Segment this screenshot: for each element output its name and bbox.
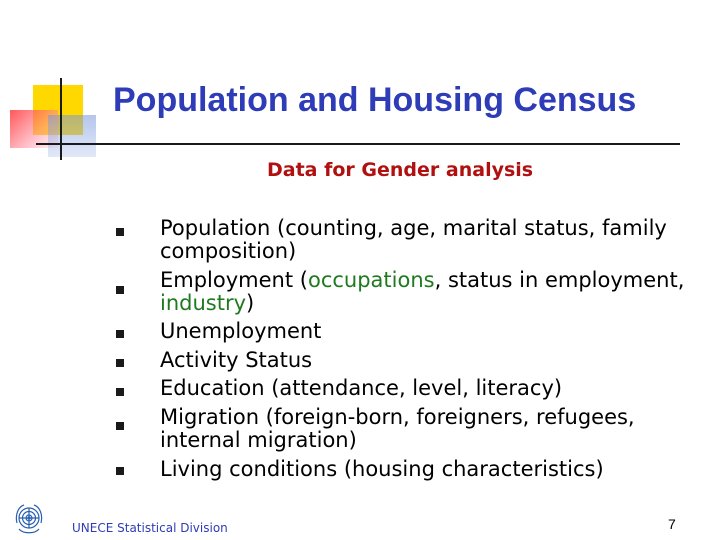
square-bullet-icon [116, 286, 124, 294]
slide-title: Population and Housing Census [113, 81, 637, 119]
list-item: Unemployment [160, 319, 322, 343]
square-bullet-icon [116, 330, 124, 338]
list-item [160, 269, 695, 315]
highlight-industry: industry [160, 291, 247, 315]
list-item: Activity Status [160, 348, 313, 372]
slide-subtitle: Data for Gender analysis [267, 159, 534, 181]
page-number: 7 [668, 516, 676, 532]
accent-blue-square [48, 115, 96, 157]
square-bullet-icon [116, 388, 124, 396]
list-item-text: ) [246, 291, 255, 315]
list-item: Education (attendance, level, literacy) [160, 376, 563, 400]
square-bullet-icon [116, 359, 124, 367]
list-item: Population (counting, age, marital status, family composition) [160, 216, 667, 263]
list-item-text: Employment ( [160, 268, 308, 292]
title-underline-rule [36, 143, 680, 145]
square-bullet-icon [116, 422, 124, 430]
list-item: Living conditions (housing characteristics) [160, 457, 604, 481]
square-bullet-icon [116, 228, 124, 236]
list-item-text: , status in employment, [434, 268, 685, 292]
list-item: Migration (foreign-born, foreigners, refugees, internal migration) [160, 405, 635, 452]
footer-organization: UNECE Statistical Division [72, 521, 228, 535]
square-bullet-icon [116, 467, 124, 475]
un-emblem-icon [11, 501, 47, 537]
highlight-occupations: occupations [307, 268, 435, 292]
title-vertical-rule [60, 78, 62, 160]
